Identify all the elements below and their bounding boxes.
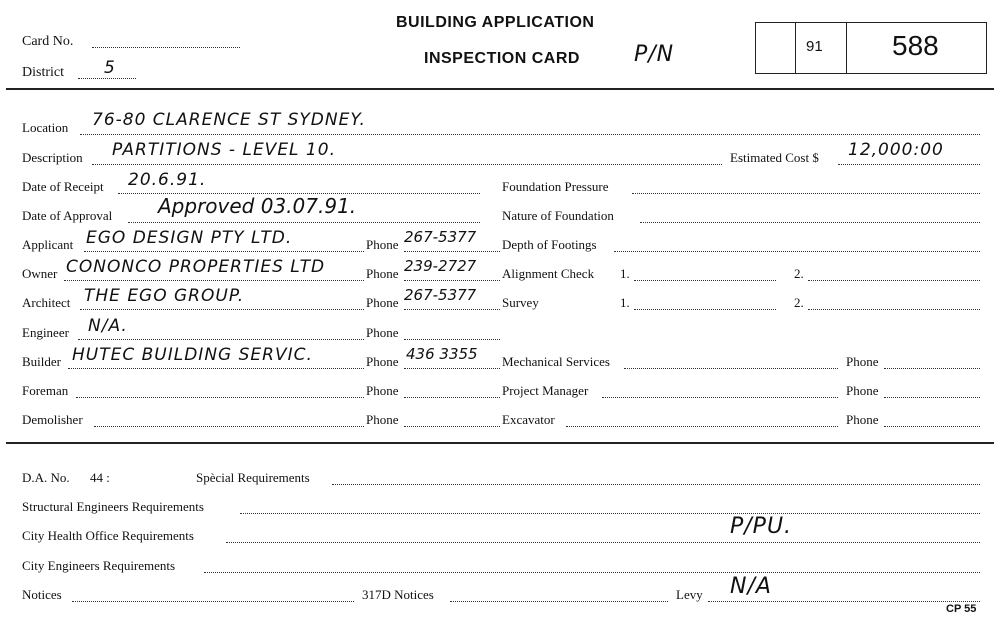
card-number-value: 588 xyxy=(892,30,939,61)
mechanical-services-label: Mechanical Services xyxy=(502,354,610,369)
mechanical-phone-label: Phone xyxy=(846,354,879,369)
description-field[interactable] xyxy=(92,164,722,165)
receipt-label: Date of Receipt xyxy=(22,179,104,194)
owner-value: CONONCO PROPERTIES LTD xyxy=(66,257,326,277)
location-label: Location xyxy=(22,120,69,135)
location-field[interactable] xyxy=(80,134,980,135)
owner-label: Owner xyxy=(22,266,58,281)
card-no-field[interactable] xyxy=(92,47,240,48)
foreman-label: Foreman xyxy=(22,383,69,398)
structural-engineers-field[interactable] xyxy=(240,513,980,514)
city-health-value: P/PU. xyxy=(730,514,793,539)
card-number-box xyxy=(755,22,987,74)
project-manager-label: Project Manager xyxy=(502,383,589,398)
title-line1: BUILDING APPLICATION xyxy=(396,14,595,31)
district-field[interactable] xyxy=(78,78,136,79)
levy-value: N/A xyxy=(730,574,772,599)
foreman-phone-label: Phone xyxy=(366,383,399,398)
builder-value: HUTEC BUILDING SERVIC. xyxy=(72,345,313,365)
receipt-value: 20.6.91. xyxy=(128,170,207,190)
architect-field[interactable] xyxy=(80,309,364,310)
foreman-phone-field[interactable] xyxy=(404,397,500,398)
estimated-cost-field[interactable] xyxy=(838,164,980,165)
location-value: 76-80 CLARENCE ST SYDNEY. xyxy=(92,110,366,130)
builder-phone-label: Phone xyxy=(366,354,399,369)
survey-2-label: 2. xyxy=(794,295,804,310)
builder-field[interactable] xyxy=(68,368,364,369)
survey-label: Survey xyxy=(502,295,539,310)
nature-foundation-label: Nature of Foundation xyxy=(502,208,614,223)
approval-label: Date of Approval xyxy=(22,208,113,223)
city-health-field[interactable] xyxy=(226,542,980,543)
foundation-pressure-label: Foundation Pressure xyxy=(502,179,609,194)
da-no-label: D.A. No. xyxy=(22,470,70,485)
description-label: Description xyxy=(22,150,83,165)
year-value: 91 xyxy=(806,38,823,55)
alignment-1-field[interactable] xyxy=(634,280,776,281)
form-code: CP 55 xyxy=(946,603,977,615)
applicant-label: Applicant xyxy=(22,237,74,252)
district-label: District xyxy=(22,65,64,80)
alignment-2-field[interactable] xyxy=(808,280,980,281)
section-divider xyxy=(6,442,994,444)
architect-phone-value: 267-5377 xyxy=(404,286,477,304)
applicant-value: EGO DESIGN PTY LTD. xyxy=(86,228,293,248)
depth-footings-label: Depth of Footings xyxy=(502,237,597,252)
owner-phone-value: 239-2727 xyxy=(404,257,477,275)
special-requirements-label: Spècial Requirements xyxy=(196,470,310,485)
special-requirements-field[interactable] xyxy=(332,484,980,485)
applicant-phone-field[interactable] xyxy=(404,251,500,252)
engineer-value: N/A. xyxy=(88,316,128,336)
builder-phone-value: 436 3355 xyxy=(406,345,478,363)
excavator-phone-field[interactable] xyxy=(884,426,980,427)
estimated-cost-value: 12,000:00 xyxy=(848,140,944,160)
card-no-label: Card No. xyxy=(22,34,74,49)
mechanical-services-field[interactable] xyxy=(624,368,838,369)
owner-phone-field[interactable] xyxy=(404,280,500,281)
project-manager-phone-label: Phone xyxy=(846,383,879,398)
levy-label: Levy xyxy=(676,587,703,602)
city-engineers-field[interactable] xyxy=(204,572,980,573)
alignment-2-label: 2. xyxy=(794,266,804,281)
applicant-field[interactable] xyxy=(84,251,364,252)
alignment-1-label: 1. xyxy=(620,266,630,281)
notices-317d-label: 317D Notices xyxy=(362,587,434,602)
applicant-phone-label: Phone xyxy=(366,237,399,252)
demolisher-field[interactable] xyxy=(94,426,364,427)
architect-phone-field[interactable] xyxy=(404,309,500,310)
engineer-phone-field[interactable] xyxy=(404,339,500,340)
notices-field[interactable] xyxy=(72,601,354,602)
da-no-value: 44 : xyxy=(90,470,110,485)
builder-label: Builder xyxy=(22,354,61,369)
approval-field[interactable] xyxy=(128,222,480,223)
estimated-cost-label: Estimated Cost $ xyxy=(730,150,819,165)
architect-label: Architect xyxy=(22,295,71,310)
engineer-phone-label: Phone xyxy=(366,325,399,340)
title-line2: INSPECTION CARD xyxy=(424,50,580,67)
alignment-check-label: Alignment Check xyxy=(502,266,595,281)
depth-footings-field[interactable] xyxy=(614,251,980,252)
excavator-label: Excavator xyxy=(502,412,555,427)
excavator-phone-label: Phone xyxy=(846,412,879,427)
city-health-label: City Health Office Requirements xyxy=(22,528,194,543)
engineer-label: Engineer xyxy=(22,325,69,340)
approval-value: Approved 03.07.91. xyxy=(158,194,357,218)
survey-1-label: 1. xyxy=(620,295,630,310)
survey-1-field[interactable] xyxy=(634,309,776,310)
description-value: PARTITIONS - LEVEL 10. xyxy=(112,140,336,160)
project-manager-field[interactable] xyxy=(602,397,838,398)
survey-2-field[interactable] xyxy=(808,309,980,310)
applicant-phone-value: 267-5377 xyxy=(404,228,477,246)
owner-field[interactable] xyxy=(64,280,364,281)
levy-field[interactable] xyxy=(708,601,980,602)
demolisher-phone-field[interactable] xyxy=(404,426,500,427)
header-divider xyxy=(6,88,994,90)
demolisher-label: Demolisher xyxy=(22,412,83,427)
architect-value: THE EGO GROUP. xyxy=(84,286,245,306)
builder-phone-field[interactable] xyxy=(404,368,500,369)
owner-phone-label: Phone xyxy=(366,266,399,281)
notices-label: Notices xyxy=(22,587,62,602)
demolisher-phone-label: Phone xyxy=(366,412,399,427)
architect-phone-label: Phone xyxy=(366,295,399,310)
nature-foundation-field[interactable] xyxy=(640,222,980,223)
mechanical-phone-field[interactable] xyxy=(884,368,980,369)
foundation-pressure-field[interactable] xyxy=(632,193,980,194)
notices-317d-field[interactable] xyxy=(450,601,668,602)
structural-engineers-label: Structural Engineers Requirements xyxy=(22,499,204,514)
city-engineers-label: City Engineers Requirements xyxy=(22,558,176,573)
project-manager-phone-field[interactable] xyxy=(884,397,980,398)
excavator-field[interactable] xyxy=(566,426,838,427)
initials-mark: P/N xyxy=(634,42,675,67)
district-value: 5 xyxy=(104,58,116,78)
foreman-field[interactable] xyxy=(76,397,364,398)
engineer-field[interactable] xyxy=(78,339,364,340)
